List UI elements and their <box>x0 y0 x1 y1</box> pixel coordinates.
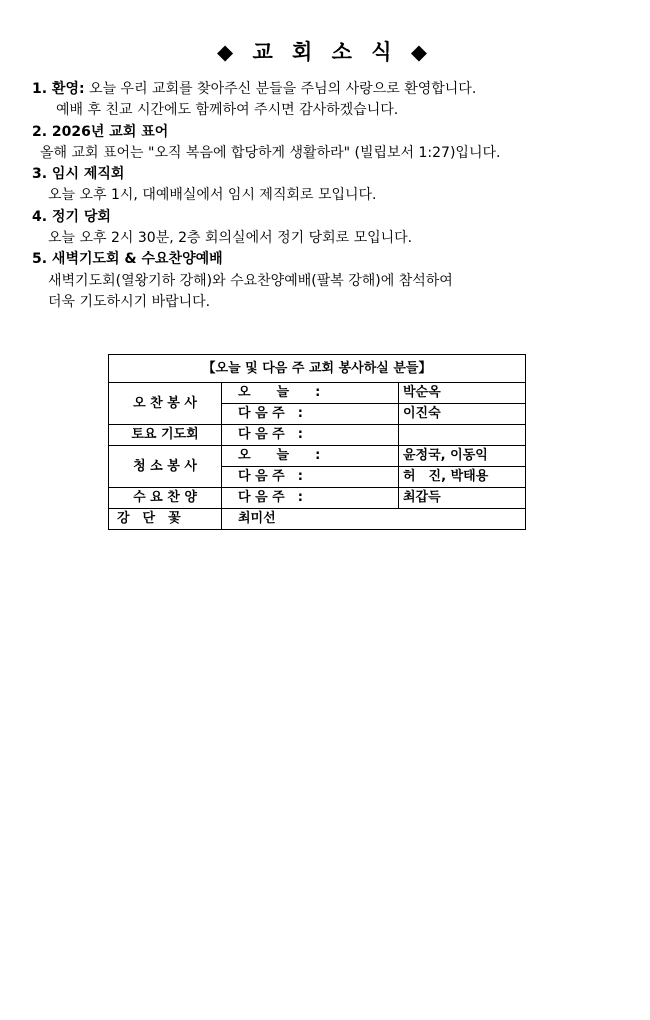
news-item-heading: 3. 임시 제직회 <box>32 166 125 182</box>
page-title: ◆ 교 회 소 식 ◆ <box>217 40 433 64</box>
news-item-line: 오늘 오후 1시, 대예배실에서 임시 제직회로 모입니다. <box>48 187 377 203</box>
table-row <box>109 488 526 509</box>
news-item-line: 예배 후 친교 시간에도 함께하여 주시면 감사하겠습니다. <box>56 102 399 118</box>
service-names: 박순옥 <box>399 383 526 404</box>
service-names: 이진숙 <box>399 404 526 425</box>
table-row <box>109 509 526 530</box>
table-row <box>109 383 526 404</box>
news-item-heading: 4. 정기 당회 <box>32 209 111 225</box>
news-item-heading: 2. 2026년 교회 표어 <box>32 124 169 140</box>
service-when: 다 음 주 : <box>222 404 399 425</box>
service-when: 오 늘 : <box>222 446 399 467</box>
news-item-line: 더욱 기도하시기 바랍니다. <box>48 294 211 310</box>
service-names: 최갑득 <box>399 488 526 509</box>
service-table <box>108 354 526 530</box>
service-names: 허 진, 박태용 <box>399 467 526 488</box>
table-header-row <box>109 355 526 383</box>
service-category: 수 요 찬 양 <box>109 488 222 509</box>
service-category: 오 찬 봉 사 <box>109 383 222 425</box>
service-names <box>399 425 526 446</box>
service-when: 다 음 주 : <box>222 425 399 446</box>
news-item-heading: 1. 환영: <box>32 81 85 97</box>
table-row <box>109 446 526 467</box>
service-category: 토요 기도회 <box>109 425 222 446</box>
service-when: 다 음 주 : <box>222 467 399 488</box>
news-item-line: 새벽기도회(열왕기하 강해)와 수요찬양예배(팔복 강해)에 참석하여 <box>48 273 453 289</box>
news-item-heading: 5. 새벽기도회 & 수요찬양예배 <box>32 251 223 267</box>
news-item-line: 오늘 오후 2시 30분, 2층 회의실에서 정기 당회로 모입니다. <box>48 230 413 246</box>
news-item-line: 올해 교회 표어는 "오직 복음에 합당하게 생활하라" (빌립보서 1:27)입니다. <box>40 145 501 161</box>
service-when: 다 음 주 : <box>222 488 399 509</box>
table-row <box>109 425 526 446</box>
service-names: 윤정국, 이동익 <box>399 446 526 467</box>
service-when: 오 늘 : <box>222 383 399 404</box>
table-header: 【오늘 및 다음 주 교회 봉사하실 분들】 <box>109 355 526 383</box>
service-names: 최미선 <box>222 509 526 530</box>
service-category: 강 단 꽃 <box>109 509 222 530</box>
news-item-text: 오늘 우리 교회를 찾아주신 분들을 주님의 사랑으로 환영합니다. <box>84 81 477 97</box>
service-category: 청 소 봉 사 <box>109 446 222 488</box>
news-item-welcome <box>32 78 476 98</box>
